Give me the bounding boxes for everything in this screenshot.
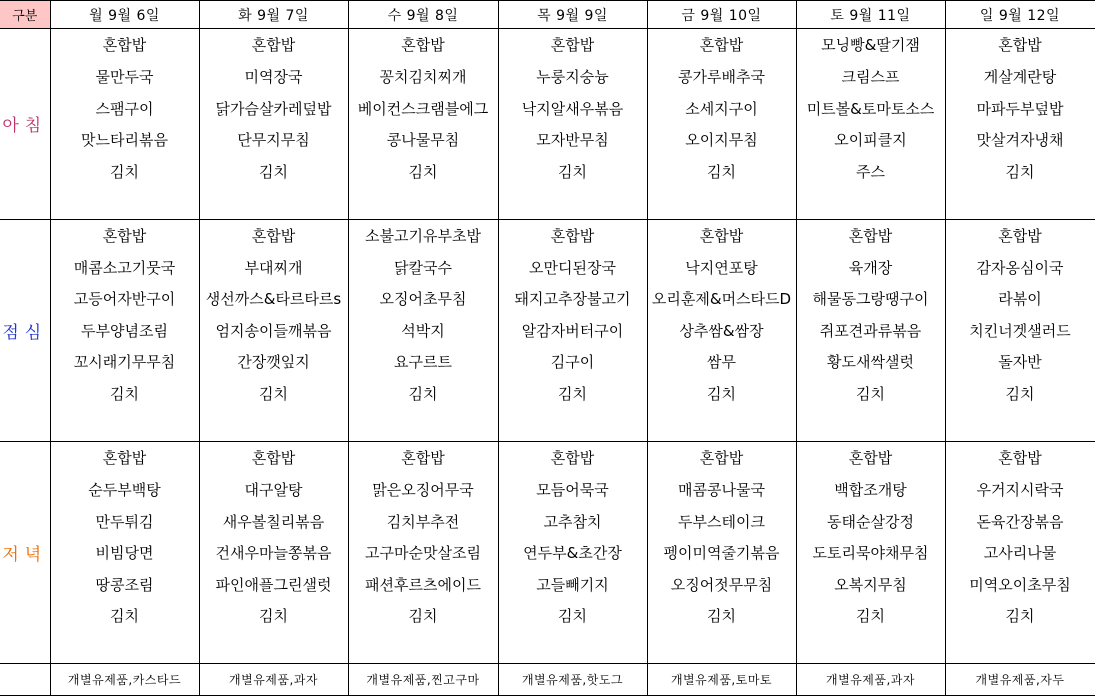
day-header-sun: 일 9월 12일 bbox=[945, 1, 1095, 29]
dinner-menu-item: 새우볼칠리볶음 bbox=[199, 505, 348, 537]
lunch-menu-item bbox=[348, 409, 498, 441]
breakfast-menu-item: 누룽지숭늉 bbox=[498, 61, 647, 93]
dinner-menu-item: 연두부&초간장 bbox=[498, 537, 647, 569]
breakfast-menu-item: 마파두부덮밥 bbox=[945, 92, 1095, 124]
lunch-menu-row bbox=[0, 219, 1095, 251]
lunch-menu-item: 치킨너겟샐러드 bbox=[945, 315, 1095, 347]
lunch-menu-row bbox=[0, 251, 1095, 283]
dinner-menu-item: 순두부백탕 bbox=[50, 474, 199, 506]
day-header-thu: 목 9월 9일 bbox=[498, 1, 647, 29]
lunch-menu-row bbox=[0, 315, 1095, 347]
lunch-menu-item: 돼지고추장불고기 bbox=[498, 283, 647, 315]
dinner-menu-item bbox=[498, 632, 647, 664]
dinner-menu-item bbox=[199, 632, 348, 664]
lunch-menu-item: 오리훈제&머스타드D bbox=[647, 283, 796, 315]
lunch-menu-item: 알감자버터구이 bbox=[498, 315, 647, 347]
breakfast-menu-item: 낙지알새우볶음 bbox=[498, 92, 647, 124]
dinner-menu-item: 패션후르츠에이드 bbox=[348, 568, 498, 600]
dinner-menu-item bbox=[945, 632, 1095, 664]
dinner-menu-item: 고들빼기지 bbox=[498, 568, 647, 600]
dinner-menu-item: 혼합밥 bbox=[647, 441, 796, 473]
snack-item: 개별유제품,토마토 bbox=[647, 664, 796, 696]
lunch-menu-item: 꼬시래기무무침 bbox=[50, 346, 199, 378]
dinner-menu-item: 만두튀김 bbox=[50, 505, 199, 537]
snack-item: 개별유제품,과자 bbox=[199, 664, 348, 696]
breakfast-menu-item: 맛살겨자냉채 bbox=[945, 124, 1095, 156]
dinner-menu-row bbox=[0, 474, 1095, 506]
breakfast-menu-item: 미트볼&토마토소스 bbox=[796, 92, 945, 124]
breakfast-menu-item: 김치 bbox=[647, 155, 796, 187]
dinner-menu-item: 동태순살강정 bbox=[796, 505, 945, 537]
dinner-menu-item: 맑은오징어무국 bbox=[348, 474, 498, 506]
lunch-menu-item: 김치 bbox=[945, 378, 1095, 410]
breakfast-menu-item: 맛느타리볶음 bbox=[50, 124, 199, 156]
lunch-menu-item: 혼합밥 bbox=[796, 219, 945, 251]
dinner-menu-item: 땅콩조림 bbox=[50, 568, 199, 600]
dinner-menu-item: 김치 bbox=[199, 600, 348, 632]
breakfast-menu-item: 스팸구이 bbox=[50, 92, 199, 124]
dinner-label: 저녁 bbox=[0, 441, 50, 663]
snack-item: 개별유제품,찐고구마 bbox=[348, 664, 498, 696]
lunch-menu-item: 상추쌈&쌈장 bbox=[647, 315, 796, 347]
lunch-menu-item: 황도새싹샐럿 bbox=[796, 346, 945, 378]
breakfast-menu-item bbox=[199, 187, 348, 219]
lunch-menu-item: 소불고기유부초밥 bbox=[348, 219, 498, 251]
dinner-menu-item bbox=[348, 632, 498, 664]
dinner-menu-row bbox=[0, 600, 1095, 632]
lunch-menu-item: 김치 bbox=[199, 378, 348, 410]
breakfast-menu-item: 혼합밥 bbox=[945, 29, 1095, 61]
breakfast-menu-item: 혼합밥 bbox=[50, 29, 199, 61]
dinner-menu-item: 펭이미역줄기볶음 bbox=[647, 537, 796, 569]
dinner-menu-item: 고추참치 bbox=[498, 505, 647, 537]
lunch-menu-row bbox=[0, 283, 1095, 315]
breakfast-menu-item bbox=[498, 187, 647, 219]
dinner-menu-row bbox=[0, 568, 1095, 600]
dinner-menu-item: 고구마순맛살조림 bbox=[348, 537, 498, 569]
breakfast-menu-item: 오이지무침 bbox=[647, 124, 796, 156]
dinner-menu-item: 김치 bbox=[498, 600, 647, 632]
lunch-menu-item: 혼합밥 bbox=[498, 219, 647, 251]
header-row bbox=[0, 1, 1095, 29]
lunch-menu-item: 고등어자반구이 bbox=[50, 283, 199, 315]
menu-body bbox=[0, 29, 1095, 696]
breakfast-menu-item: 혼합밥 bbox=[498, 29, 647, 61]
lunch-menu-item: 김치 bbox=[50, 378, 199, 410]
lunch-menu-item: 오만디된장국 bbox=[498, 251, 647, 283]
breakfast-menu-item: 김치 bbox=[498, 155, 647, 187]
lunch-menu-item bbox=[796, 409, 945, 441]
lunch-menu-item: 쥐포견과류볶음 bbox=[796, 315, 945, 347]
lunch-menu-item: 간장깻잎지 bbox=[199, 346, 348, 378]
breakfast-menu-item bbox=[945, 187, 1095, 219]
lunch-menu-item: 낙지연포탕 bbox=[647, 251, 796, 283]
dinner-menu-item: 김치 bbox=[647, 600, 796, 632]
lunch-menu-item bbox=[498, 409, 647, 441]
lunch-menu-item: 혼합밥 bbox=[647, 219, 796, 251]
lunch-menu-item: 감자옹심이국 bbox=[945, 251, 1095, 283]
dinner-menu-item: 두부스테이크 bbox=[647, 505, 796, 537]
breakfast-menu-row bbox=[0, 124, 1095, 156]
lunch-menu-item: 닭칼국수 bbox=[348, 251, 498, 283]
lunch-menu-item bbox=[50, 409, 199, 441]
breakfast-menu-row bbox=[0, 29, 1095, 61]
breakfast-menu-item: 주스 bbox=[796, 155, 945, 187]
dinner-menu-item: 오징어젓무무침 bbox=[647, 568, 796, 600]
breakfast-menu-row bbox=[0, 155, 1095, 187]
lunch-menu-item: 쌈무 bbox=[647, 346, 796, 378]
dinner-menu-item: 우거지시락국 bbox=[945, 474, 1095, 506]
lunch-menu-item: 돌자반 bbox=[945, 346, 1095, 378]
dinner-menu-item: 혼합밥 bbox=[796, 441, 945, 473]
lunch-menu-item bbox=[945, 409, 1095, 441]
dinner-menu-item: 도토리묵야채무침 bbox=[796, 537, 945, 569]
lunch-menu-item: 생선까스&타르타르s bbox=[199, 283, 348, 315]
day-header-fri: 금 9월 10일 bbox=[647, 1, 796, 29]
dinner-menu-item: 혼합밥 bbox=[498, 441, 647, 473]
lunch-menu-item: 김치 bbox=[796, 378, 945, 410]
breakfast-menu-item: 꽁치김치찌개 bbox=[348, 61, 498, 93]
breakfast-menu-item: 모자반무침 bbox=[498, 124, 647, 156]
day-header-mon: 월 9월 6일 bbox=[50, 1, 199, 29]
lunch-menu-row bbox=[0, 409, 1095, 441]
breakfast-menu-item: 닭가슴살카레덮밥 bbox=[199, 92, 348, 124]
lunch-menu-item: 혼합밥 bbox=[945, 219, 1095, 251]
dinner-menu-row bbox=[0, 632, 1095, 664]
breakfast-menu-item: 단무지무침 bbox=[199, 124, 348, 156]
breakfast-menu-item: 혼합밥 bbox=[348, 29, 498, 61]
lunch-menu-item: 해물동그랑땡구이 bbox=[796, 283, 945, 315]
breakfast-menu-item bbox=[796, 187, 945, 219]
breakfast-menu-item: 혼합밥 bbox=[199, 29, 348, 61]
dinner-menu-row bbox=[0, 441, 1095, 473]
lunch-menu-item: 부대찌개 bbox=[199, 251, 348, 283]
dinner-menu-item: 오복지무침 bbox=[796, 568, 945, 600]
breakfast-menu-item: 소세지구이 bbox=[647, 92, 796, 124]
breakfast-menu-item: 모닝빵&딸기잼 bbox=[796, 29, 945, 61]
dinner-menu-row bbox=[0, 537, 1095, 569]
snack-label-cell bbox=[0, 664, 50, 696]
day-header-tue: 화 9월 7일 bbox=[199, 1, 348, 29]
lunch-menu-item: 김치 bbox=[498, 378, 647, 410]
day-header-wed: 수 9월 8일 bbox=[348, 1, 498, 29]
lunch-menu-item: 김구이 bbox=[498, 346, 647, 378]
dinner-menu-item: 김치 bbox=[796, 600, 945, 632]
breakfast-menu-item: 김치 bbox=[348, 155, 498, 187]
day-header-sat: 토 9월 11일 bbox=[796, 1, 945, 29]
breakfast-menu-item bbox=[50, 187, 199, 219]
lunch-menu-item: 육개장 bbox=[796, 251, 945, 283]
dinner-menu-item bbox=[796, 632, 945, 664]
dinner-menu-item: 혼합밥 bbox=[945, 441, 1095, 473]
dinner-menu-item: 백합조개탕 bbox=[796, 474, 945, 506]
lunch-menu-item: 라볶이 bbox=[945, 283, 1095, 315]
snack-item: 개별유제품,과자 bbox=[796, 664, 945, 696]
breakfast-menu-item: 김치 bbox=[199, 155, 348, 187]
snack-row bbox=[0, 664, 1095, 696]
dinner-menu-item: 건새우마늘쫑볶음 bbox=[199, 537, 348, 569]
breakfast-menu-item: 게살계란탕 bbox=[945, 61, 1095, 93]
dinner-menu-item bbox=[50, 632, 199, 664]
dinner-menu-item: 매콤콩나물국 bbox=[647, 474, 796, 506]
dinner-menu-item bbox=[647, 632, 796, 664]
breakfast-menu-item: 콩나물무침 bbox=[348, 124, 498, 156]
breakfast-menu-item: 혼합밥 bbox=[647, 29, 796, 61]
lunch-menu-item: 석박지 bbox=[348, 315, 498, 347]
breakfast-menu-item: 김치 bbox=[50, 155, 199, 187]
breakfast-menu-item: 물만두국 bbox=[50, 61, 199, 93]
dinner-menu-item: 김치 bbox=[945, 600, 1095, 632]
lunch-menu-item: 두부양념조림 bbox=[50, 315, 199, 347]
lunch-menu-item: 매콤소고기뭇국 bbox=[50, 251, 199, 283]
snack-item: 개별유제품,핫도그 bbox=[498, 664, 647, 696]
dinner-menu-item: 비빔당면 bbox=[50, 537, 199, 569]
lunch-menu-item: 김치 bbox=[647, 378, 796, 410]
dinner-menu-item: 고사리나물 bbox=[945, 537, 1095, 569]
lunch-menu-item bbox=[647, 409, 796, 441]
lunch-menu-item: 혼합밥 bbox=[199, 219, 348, 251]
lunch-menu-row bbox=[0, 346, 1095, 378]
dinner-menu-item: 김치 bbox=[50, 600, 199, 632]
lunch-menu-item: 오징어초무침 bbox=[348, 283, 498, 315]
breakfast-menu-item: 크림스프 bbox=[796, 61, 945, 93]
breakfast-menu-item: 콩가루배추국 bbox=[647, 61, 796, 93]
lunch-menu-item bbox=[199, 409, 348, 441]
breakfast-label: 아침 bbox=[0, 29, 50, 220]
lunch-menu-item: 김치 bbox=[348, 378, 498, 410]
dinner-menu-item: 모듬어묵국 bbox=[498, 474, 647, 506]
dinner-menu-row bbox=[0, 505, 1095, 537]
category-header: 구분 bbox=[0, 1, 50, 29]
dinner-menu-item: 대구알탕 bbox=[199, 474, 348, 506]
breakfast-menu-item: 김치 bbox=[945, 155, 1095, 187]
breakfast-menu-item bbox=[647, 187, 796, 219]
breakfast-menu-row bbox=[0, 92, 1095, 124]
dinner-menu-item: 돈육간장볶음 bbox=[945, 505, 1095, 537]
dinner-menu-item: 파인애플그린샐럿 bbox=[199, 568, 348, 600]
dinner-menu-item: 혼합밥 bbox=[199, 441, 348, 473]
dinner-menu-item: 미역오이초무침 bbox=[945, 568, 1095, 600]
breakfast-menu-row bbox=[0, 61, 1095, 93]
dinner-menu-item: 김치부추전 bbox=[348, 505, 498, 537]
breakfast-menu-item: 베이컨스크램블에그 bbox=[348, 92, 498, 124]
lunch-menu-item: 엄지송이들깨볶음 bbox=[199, 315, 348, 347]
breakfast-menu-row bbox=[0, 187, 1095, 219]
lunch-label: 점심 bbox=[0, 219, 50, 441]
dinner-menu-item: 혼합밥 bbox=[50, 441, 199, 473]
dinner-menu-item: 김치 bbox=[348, 600, 498, 632]
lunch-menu-row bbox=[0, 378, 1095, 410]
breakfast-menu-item: 미역장국 bbox=[199, 61, 348, 93]
breakfast-menu-item: 오이피클지 bbox=[796, 124, 945, 156]
dinner-menu-item: 혼합밥 bbox=[348, 441, 498, 473]
snack-item: 개별유제품,자두 bbox=[945, 664, 1095, 696]
lunch-menu-item: 혼합밥 bbox=[50, 219, 199, 251]
snack-item: 개별유제품,카스타드 bbox=[50, 664, 199, 696]
lunch-menu-item: 요구르트 bbox=[348, 346, 498, 378]
breakfast-menu-item bbox=[348, 187, 498, 219]
